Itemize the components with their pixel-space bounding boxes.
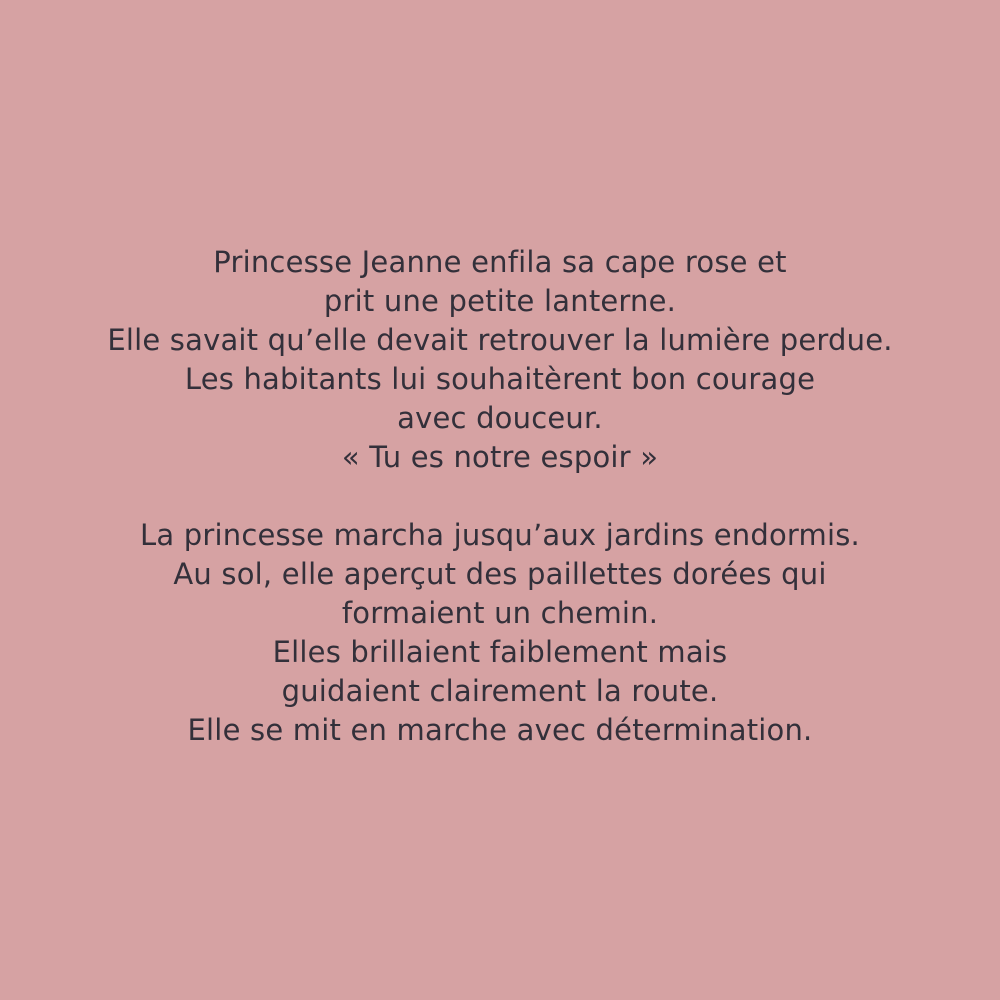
story-line: Elle savait qu’elle devait retrouver la lumière perdue. xyxy=(107,323,893,357)
story-line: Les habitants lui souhaitèrent bon courage xyxy=(184,362,816,396)
story-line: avec douceur. xyxy=(397,401,603,435)
story-line: Au sol, elle aperçut des paillettes dorées qui xyxy=(173,557,827,591)
story-line: prit une petite lanterne. xyxy=(323,284,677,318)
story-line: « Tu es notre espoir » xyxy=(341,440,659,474)
story-line: Elle se mit en marche avec détermination. xyxy=(187,713,813,747)
story-paragraph xyxy=(0,516,1000,750)
story-line: La princesse marcha jusqu’aux jardins endormis. xyxy=(140,518,860,552)
story-line: guidaient clairement la route. xyxy=(281,674,719,708)
story-line: Elles brillaient faiblement mais xyxy=(272,635,728,669)
story-line: formaient un chemin. xyxy=(341,596,659,630)
story-paragraph xyxy=(0,243,1000,477)
story-text-block xyxy=(0,243,1000,750)
story-line: Princesse Jeanne enfila sa cape rose et xyxy=(213,245,787,279)
